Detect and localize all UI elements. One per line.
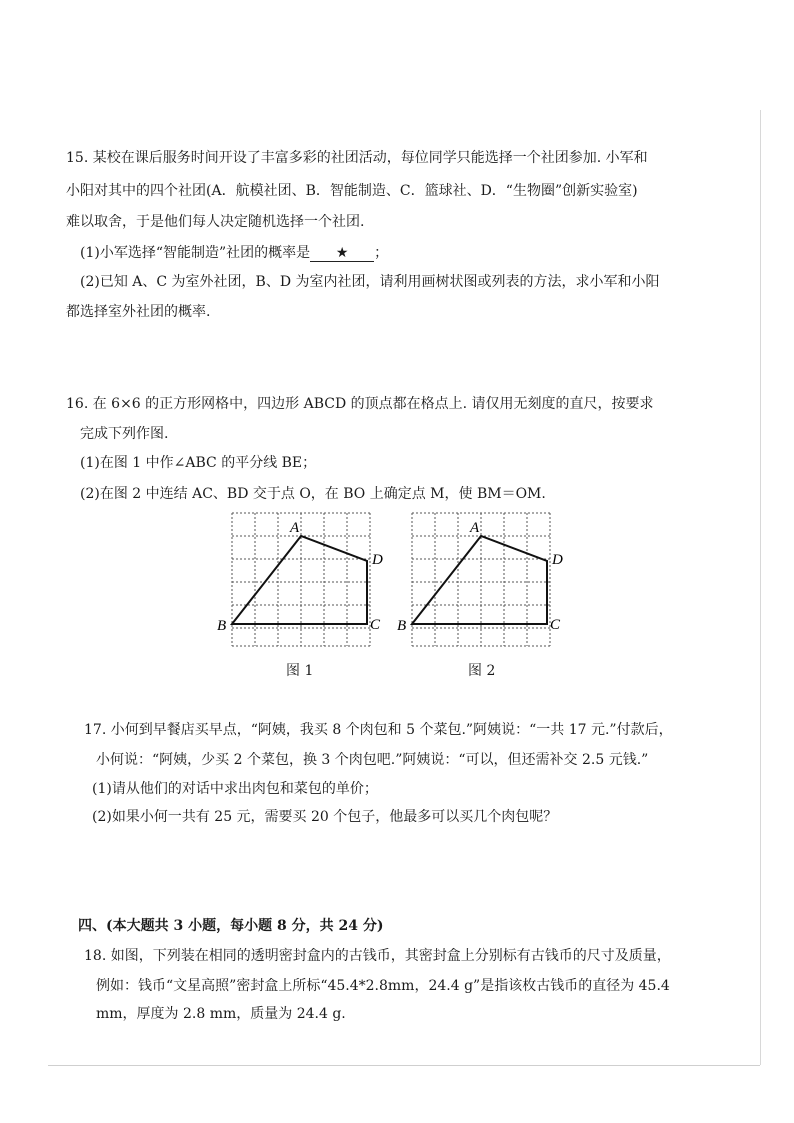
vertex-d-label: D	[372, 552, 383, 568]
q15-line-2: 小阳对其中的四个社团(A．航模社团、B．智能制造、C．篮球社、D．“生物圈”创新实验室)	[66, 183, 638, 199]
vertex-b-label: B	[217, 618, 227, 634]
figure-2-grid	[392, 508, 572, 658]
page-bottom-line	[48, 1065, 760, 1066]
page-edge-line	[760, 110, 761, 1065]
star-icon: ★	[335, 245, 349, 261]
q18-line-1: 18. 如图，下列装在相同的透明密封盒内的古钱币，其密封盒上分别标有古钱币的尺寸及质量，	[84, 948, 671, 964]
q15-part-1-suffix: ；	[374, 245, 389, 261]
q16-line-1: 16. 在 6×6 的正方形网格中，四边形 ABCD 的顶点都在格点上. 请仅用无刻度的直尺，按要求	[66, 396, 654, 412]
q17-part-1: (1)请从他们的对话中求出肉包和菜包的单价；	[92, 781, 378, 797]
answer-blank	[310, 245, 374, 262]
figure-1-grid	[212, 508, 392, 658]
figure-2-caption: 图 2	[468, 663, 496, 679]
vertex-d-label: D	[552, 552, 563, 568]
vertex-a-label: A	[290, 520, 300, 536]
q16-part-1: (1)在图 1 中作∠ABC 的平分线 BE；	[80, 455, 317, 471]
q15-part-1	[80, 243, 388, 263]
q15-line-3: 难以取舍，于是他们每人决定随机选择一个社团.	[66, 214, 365, 230]
q15-line-1: 15. 某校在课后服务时间开设了丰富多彩的社团活动，每位同学只能选择一个社团参加. 小军和	[66, 150, 648, 166]
q15-part-2-line-2: 都选择室外社团的概率.	[66, 304, 211, 320]
vertex-c-label: C	[370, 617, 381, 633]
q17-line-2: 小何说：“阿姨，少买 2 个菜包，换 3 个肉包吧.”阿姨说：“可以，但还需补交 2.5 元钱.”	[96, 752, 649, 768]
vertex-c-label: C	[550, 617, 561, 633]
q17-part-2: (2)如果小何一共有 25 元，需要买 20 个包子，他最多可以买几个肉包呢？	[92, 809, 558, 825]
q17-line-1: 17. 小何到早餐店买早点，“阿姨，我买 8 个肉包和 5 个菜包.”阿姨说：“一共 17 元.”付款后，	[84, 722, 673, 738]
q18-line-3: mm，厚度为 2.8 mm，质量为 24.4 g.	[96, 1006, 346, 1022]
q15-part-2-line-1: (2)已知 A、C 为室外社团，B、D 为室内社团，请利用画树状图或列表的方法，求小军和小阳	[80, 274, 660, 290]
section-4-heading: 四、(本大题共 3 小题，每小题 8 分，共 24 分)	[78, 918, 384, 934]
figure-1-caption: 图 1	[286, 663, 314, 679]
q18-line-2: 例如：钱币“文星高照”密封盒上所标“45.4*2.8mm，24.4 g”是指该枚古钱币的直径为 45.4	[96, 978, 670, 994]
q16-line-2: 完成下列作图.	[80, 426, 169, 442]
q16-part-2: (2)在图 2 中连结 AC、BD 交于点 O，在 BO 上确定点 M，使 BM＝OM.	[80, 486, 546, 502]
vertex-b-label: B	[397, 618, 407, 634]
vertex-a-label: A	[470, 520, 480, 536]
q15-part-1-text: (1)小军选择“智能制造”社团的概率是	[80, 245, 311, 261]
